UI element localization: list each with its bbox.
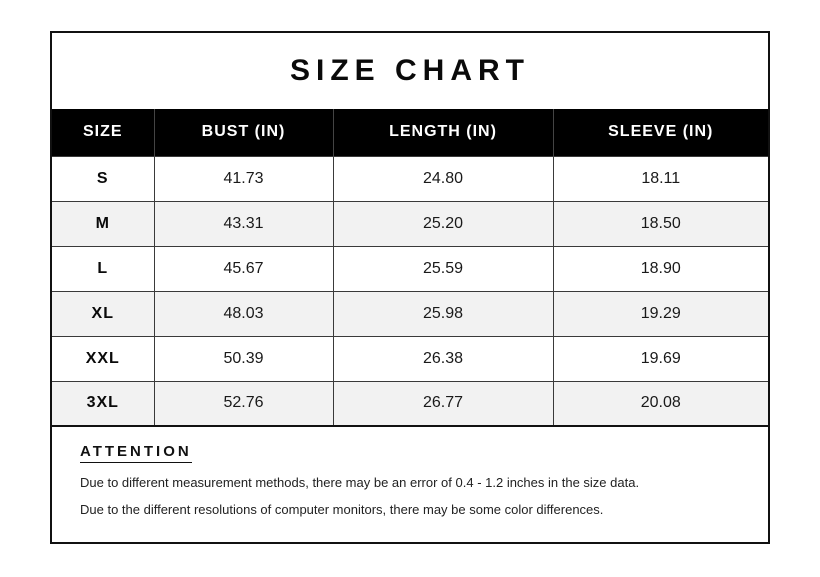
table-row [52, 246, 768, 291]
bust-cell: 41.73 [154, 156, 333, 201]
bust-cell: 52.76 [154, 381, 333, 426]
length-cell: 25.98 [333, 291, 553, 336]
bust-cell: 45.67 [154, 246, 333, 291]
column-header-bust: BUST (IN) [154, 109, 333, 156]
attention-heading: ATTENTION [80, 443, 192, 463]
sleeve-cell: 19.29 [553, 291, 768, 336]
table-row [52, 336, 768, 381]
table-row [52, 291, 768, 336]
column-header-length: LENGTH (IN) [333, 109, 553, 156]
table-body [52, 156, 768, 426]
attention-note: Due to different measurement methods, there may be an error of 0.4 - 1.2 inches in the size data. [80, 475, 640, 490]
column-header-size: SIZE [82, 123, 123, 141]
size-cell: L [52, 246, 154, 291]
bust-cell: 50.39 [154, 336, 333, 381]
size-chart-card [50, 31, 770, 544]
sleeve-cell: 19.69 [553, 336, 768, 381]
size-cell: XL [52, 291, 154, 336]
size-cell: S [52, 156, 154, 201]
size-cell: 3XL [52, 381, 154, 426]
page-title: SIZE CHART [290, 54, 530, 87]
length-cell: 25.20 [333, 201, 553, 246]
length-cell: 26.38 [333, 336, 553, 381]
header-row [52, 109, 768, 156]
size-table [52, 109, 768, 427]
length-cell: 26.77 [333, 381, 553, 426]
table-row [52, 156, 768, 201]
column-header-sleeve: SLEEVE (IN) [553, 109, 768, 156]
sleeve-cell: 18.90 [553, 246, 768, 291]
attention-note: Due to the different resolutions of computer monitors, there may be some color differences. [80, 502, 604, 517]
sleeve-cell: 18.11 [553, 156, 768, 201]
bust-cell: 43.31 [154, 201, 333, 246]
attention-section [52, 427, 768, 517]
sleeve-cell: 20.08 [553, 381, 768, 426]
sleeve-cell: 18.50 [553, 201, 768, 246]
size-cell: M [52, 201, 154, 246]
table-row [52, 201, 768, 246]
length-cell: 24.80 [333, 156, 553, 201]
bust-cell: 48.03 [154, 291, 333, 336]
table-row [52, 381, 768, 426]
length-cell: 25.59 [333, 246, 553, 291]
table-header [52, 109, 768, 156]
size-cell: XXL [52, 336, 154, 381]
